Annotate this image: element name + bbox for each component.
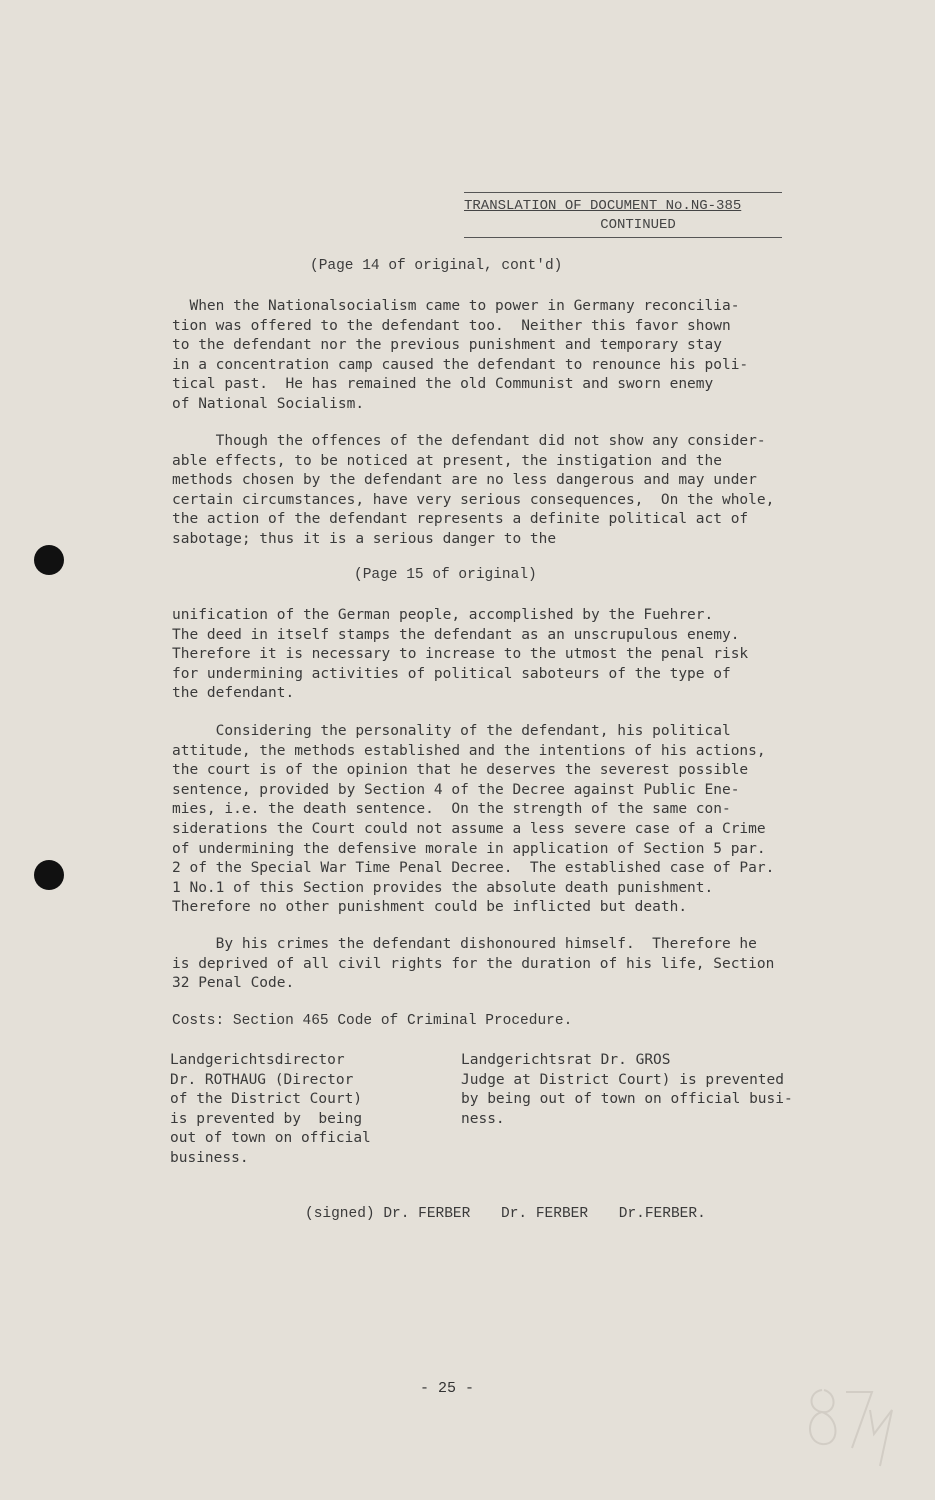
header-rule — [464, 192, 782, 193]
handwritten-pencil-mark — [800, 1370, 910, 1480]
paragraph-3: unification of the German people, accomplished by the Fuehrer. The deed in itself stamps the defendant as an unscrupulous enemy. Therefore it is necessary to increase to the utmost the penal risk for undermining activities of political saboteurs of the type of the defendant. — [172, 607, 749, 702]
signature-block-left: Landgerichtsdirector Dr. ROTHAUG (Director of the District Court) is prevented by being out of town on official business. — [170, 1052, 371, 1166]
page-number: - 25 - — [420, 1380, 475, 1397]
signature-block-right: Landgerichtsrat Dr. GROS Judge at District Court) is prevented by being out of town on official busi- ness. — [461, 1052, 793, 1127]
header-title: TRANSLATION OF DOCUMENT No.NG-385 — [464, 198, 742, 214]
paragraph-2: Though the offences of the defendant did not show any consider- able effects, to be noticed at present, the instigation and the methods chosen by the defendant are no less dangerous and may under certain circumstances, have very serious consequences, On the whole, the action of the defendant represents a definite political act of sabotage; thus it is a serious danger to the — [172, 433, 775, 547]
signed-ferber-1: (signed) Dr. FERBER — [305, 1206, 471, 1222]
punch-hole-top — [34, 545, 64, 575]
header-continued: CONTINUED — [464, 216, 782, 238]
signed-ferber-2: Dr. FERBER — [501, 1206, 589, 1222]
paragraph-1: When the Nationalsocialism came to power in Germany reconcilia- tion was offered to the defendant too. Neither this favor shown to the defendant nor the previous punishment and temporary stay in a concentration camp caused the defendant to renounce his poli- tical past. He has remained the old Communist and sworn enemy of National Socialism. — [172, 298, 749, 412]
paragraph-4: Considering the personality of the defendant, his political attitude, the methods established and the intentions of his actions, the court is of the opinion that he deserves the severest possible sentence, provided by Section 4 of the Decree against Public Ene- mies, i.e. the death sentence. On the strength of the same con- siderations the Court could not assume a less severe case of a Crime of undermining the defensive morale in application of Section 5 par. 2 of the Special War Time Penal Decree. The established case of Par. 1 No.1 of this Section provides the absolute death punishment. Therefore no other punishment could be inflicted but death. — [172, 723, 775, 916]
paragraph-5: By his crimes the defendant dishonoured himself. Therefore he is deprived of all civil rights for the duration of his life, Section 32 Penal Code. — [172, 936, 775, 992]
signed-line — [305, 1206, 706, 1222]
punch-hole-bottom — [34, 860, 64, 890]
page-reference-14: (Page 14 of original, cont'd) — [310, 258, 563, 274]
page-reference-15: (Page 15 of original) — [354, 567, 537, 583]
signed-ferber-3: Dr.FERBER. — [618, 1206, 706, 1222]
costs-line: Costs: Section 465 Code of Criminal Procedure. — [172, 1013, 573, 1029]
document-header — [464, 192, 782, 238]
